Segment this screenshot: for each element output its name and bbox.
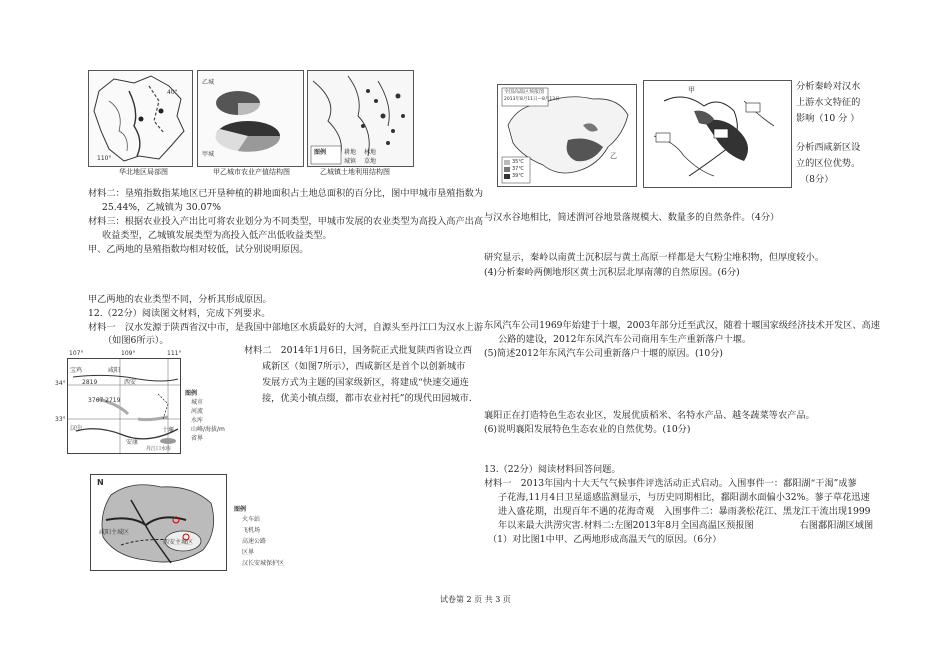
side-q2-line1: 分析西咸新区设 [796,142,861,153]
q12-material2-line4: 接，优美小镇点缀，都市农业衬托”的现代田园城市. [262,393,472,404]
lake-map-label-jia: 甲 [688,86,695,94]
land-use-caption: 乙城镇土地利用结构图 [320,168,390,176]
side-q1-line2: 上游水文特征的 [796,97,861,108]
xixian-map [90,474,315,569]
loess-line1: 研究显示，秦岭以南黄土沉积层与黄土高原一样都是大气粉尘堆积物，但厚度较小。 [484,252,824,263]
fig7-legend-item: 火车站 [242,516,261,523]
hanshui-legend-item: 省界 [191,435,204,442]
north-china-map: 40° 110° [88,70,193,167]
lat-label: 34° [55,380,66,387]
city-xian: 西安 [124,379,137,386]
fig7-legend-item: 区界 [242,549,255,556]
q13-line3: 进入盛花期，出现百年不遇的花海奇观 入围事件二：暴雨袭松花江、黑龙江干流出现1999 [498,506,871,517]
agri-pie-chart [197,70,304,167]
peak-label: 3767 2719 [88,397,121,404]
china-heat-map [497,84,637,187]
poyang-lake-map [643,80,792,188]
pie-caption: 甲乙城市农业产值结构图 [213,168,290,176]
north-arrow: N [97,478,104,487]
q13-line4: 年以来最大洪涝灾害.材料二:左图2013年8月全国高温区预报图 右图鄱阳湖区域图 [498,520,874,531]
material2-line1: 材料二：垦殖指数指某地区已开垦种植的耕地面积占土地总面积的百分比，图中甲城市垦殖指数为 [88,188,484,199]
xiangyang-line2: (6)说明襄阳发展特色生态农业的自然优势。(10分) [484,424,691,435]
lon-label: 111° [167,350,182,357]
china-map-title: 全国高温区预报图 [504,89,545,95]
loess-line2: (4)分析秦岭两侧地形区黄土沉积层北厚南薄的自然原因。(6分) [484,267,740,278]
q12-material2-line2: 咸新区（如图7所示），西咸新区是首个以创新城市 [262,361,466,372]
pie-label-jia: 甲城 [202,151,215,158]
dongfeng-line3: (5)简述2012年东风汽车公司重新落户十堰的原因。(10分) [484,348,724,359]
q13-line1: 材料一 2013年国内十大天气气候事件评选活动正式启动。入围事件一：鄱阳湖“干渴”成蓼 [484,478,857,489]
material3-line1: 材料三：根据农业投入产出比可将农业划分为不同类型，甲城市发展的农业类型为高投入高产出高 [88,216,484,227]
pie-label-yi: 乙城 [202,79,215,86]
fig7-legend-title: 图例 [234,506,247,513]
china-map-legend: 37℃ [512,166,524,172]
land-use-legend-item: 耕地 [344,149,357,156]
side-q1-line3: 影响（10 分 ） [796,113,860,124]
land-use-legend-item: 林地 [364,149,377,156]
china-map-legend: 39℃ [512,173,524,179]
city-hanzhong: 汉中 [70,425,83,432]
lon-label: 107° [69,350,84,357]
hanshui-legend-item: 城市 [191,399,204,406]
city-baoji: 宝鸡 [70,367,83,374]
fig7-legend-item: 高速公路 [242,538,267,545]
land-use-legend-item: 草地 [364,158,377,165]
lat-label: 33° [55,416,66,423]
china-map-legend: 35℃ [512,159,524,165]
q13-line5: （1）对比图1中甲、乙两地形成高温天气的原因。（6分） [488,534,722,545]
city-shiyan: 十堰 [162,427,175,434]
land-use-legend-item: 城镇 [344,158,357,165]
q12-title: 12.（22分）阅读图文材料，完成下列要求。 [88,308,271,319]
reservoir-label: 丹江口水库 [146,446,172,452]
page-footer: 试卷第 2 页 共 3 页 [440,595,511,604]
hanshui-map [55,350,235,454]
side-q2-line3: （8分） [800,174,834,185]
q13-line2: 子花海,11月4日卫星遥感监测显示，与历史同期相比，鄱阳湖水面偏小32%。蓼子草花迅速 [498,492,870,503]
dongfeng-line2: 公路的建设，2012年东风汽车公司商用车生产重新落户十堰。 [498,334,752,345]
fig7-legend-item: 飞机场 [242,527,261,534]
side-q2-line2: 立的区位优势。 [796,158,861,169]
land-use-legend-title: 图例 [314,149,327,156]
land-use-map [307,70,414,167]
q12-material2-line1: 材料二 2014年1月6日，国务院正式批复陕西省设立西 [244,345,473,356]
china-map-label-yi: 乙 [610,152,617,160]
hanshui-legend-item: 水库 [191,417,204,424]
q-hanshui-valley: 与汉水谷地相比，简述渭河谷地景落规模大、数量多的自然条件。（4分） [484,212,780,223]
fig7-legend-item: 汉长安城保护区 [242,560,285,567]
hanshui-legend-item: 河流 [191,408,204,415]
dongfeng-line1: 东风汽车公司1969年始建于十堰，2003年部分迁至武汉，随着十堰国家级经济技术开发区、高速 [484,320,880,331]
xiangyang-line1: 襄阳正在打造特色生态农业区，发展优质稻米、名特水产品、越冬蔬菜等农产品。 [484,410,815,421]
q12-material2-line3: 发展方式为主题的国家级新区，将建成“快速交通连 [262,377,469,388]
question-b: 甲乙两地的农业类型不同，分析其形成原因。 [88,294,272,305]
q12-material1-line2: （如图6所示）。 [103,335,169,346]
area-xian: 西安主城区 [163,539,194,546]
hanshui-legend-item: 山峰/海拔/m [191,426,225,433]
city-xianyang: 咸阳 [108,367,121,374]
material3-line2: 收益类型，乙城镇发展类型为高投入低产出低收益类型。 [102,230,332,241]
city-ankang: 安康 [126,439,139,446]
lon-label: 109° [121,350,136,357]
hanshui-legend-title: 图例 [185,390,198,397]
side-q1-line1: 分析秦岭对汉水 [796,81,861,92]
question-a: 甲、乙两地的垦殖指数均相对较低，试分别说明原因。 [88,244,309,255]
material2-line2: 25.44%，乙城镇为 30.07% [102,202,221,213]
area-xianyang: 咸阳主城区 [99,529,130,536]
peak-label: 2819 [82,379,98,386]
q12-material1-line1: 材料一 汉水发源于陕西省汉中市，是我国中部地区水质最好的大河，自源头至丹江口为汉水上游 [88,322,484,333]
north-china-caption: 华北地区局部图 [119,168,168,176]
china-map-subtitle: 2013年8月11日—8月13日 [504,97,560,102]
q13-title: 13.（22分）阅读材料回答问题。 [484,464,621,475]
